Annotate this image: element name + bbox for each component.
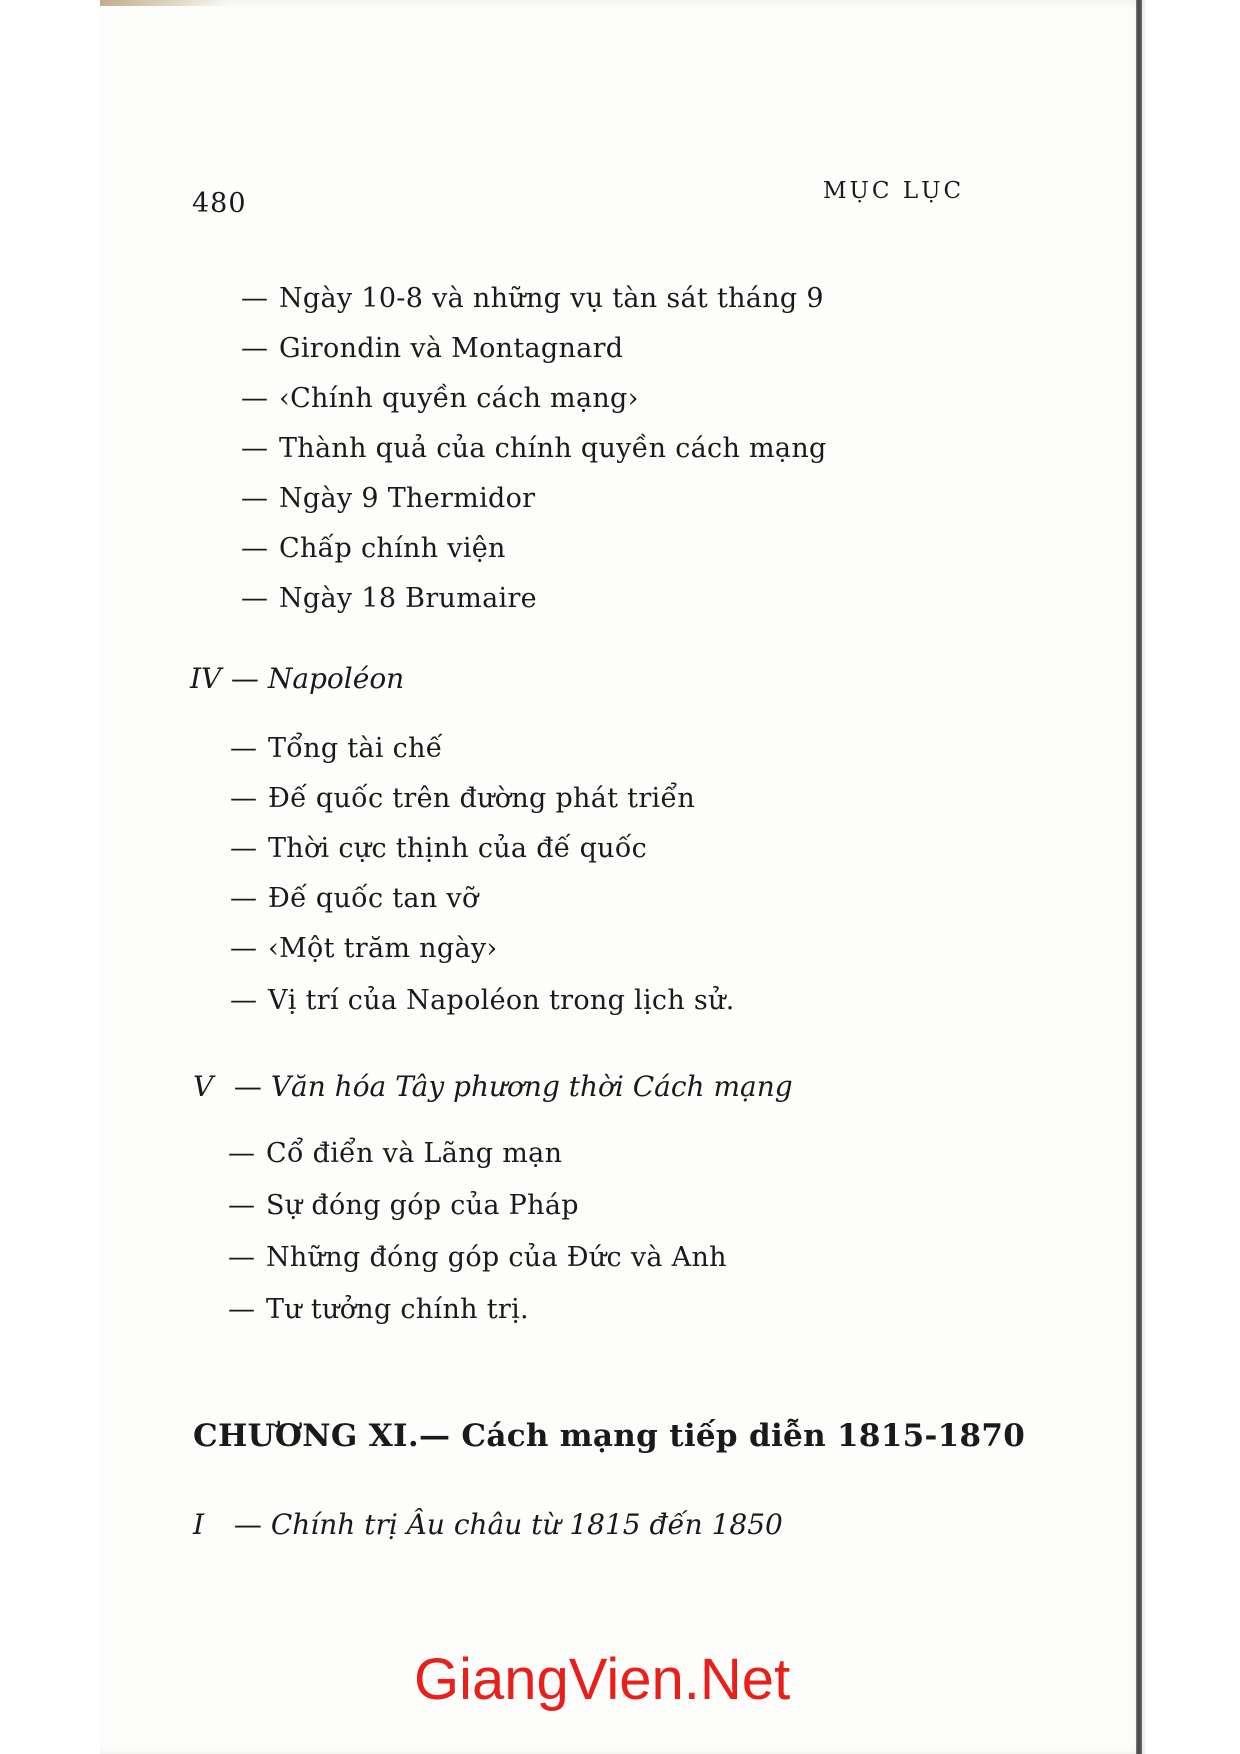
entry-dash: — <box>228 1190 256 1221</box>
section-title: Napoléon <box>267 662 405 695</box>
toc-entry-text: Sự đóng góp của Pháp <box>266 1190 579 1221</box>
toc-entry <box>241 533 506 564</box>
entry-dash: — <box>228 1294 256 1325</box>
entry-dash: — <box>228 1138 256 1169</box>
toc-entry-text: Tổng tài chế <box>268 733 443 764</box>
entry-dash: — <box>230 662 259 695</box>
entry-dash: — <box>241 533 269 564</box>
toc-entry-text: Girondin và Montagnard <box>279 333 624 364</box>
toc-entry <box>241 583 537 614</box>
chapter-title: Cách mạng tiếp diễn 1815-1870 <box>461 1418 1026 1454</box>
entry-dash: — <box>230 883 258 914</box>
entry-dash: — <box>228 1242 256 1273</box>
toc-entry <box>230 833 647 864</box>
entry-dash: — <box>230 733 258 764</box>
toc-entry-text: Ngày 10-8 và những vụ tàn sát tháng 9 <box>279 283 824 314</box>
toc-entry-text: Cổ điển và Lãng mạn <box>266 1138 563 1169</box>
section-heading <box>193 1508 783 1541</box>
page-number: 480 <box>192 188 247 219</box>
entry-dash: — <box>233 1508 262 1541</box>
toc-entry <box>230 883 479 914</box>
chapter-label: CHƯƠNG XI.— <box>193 1418 451 1454</box>
entry-dash: — <box>241 333 269 364</box>
page-binding-edge <box>1136 0 1142 1754</box>
running-header: MỤC LỤC <box>823 178 965 204</box>
toc-entry-text: Những đóng góp của Đức và Anh <box>266 1242 727 1273</box>
toc-entry <box>230 933 498 964</box>
toc-entry-text: Vị trí của Napoléon trong lịch sử. <box>268 985 735 1016</box>
entry-dash: — <box>230 833 258 864</box>
toc-entry-text: Chấp chính viện <box>279 533 506 564</box>
toc-entry-text: ‹Chính quyền cách mạng› <box>279 383 639 414</box>
toc-entry-text: Đế quốc trên đường phát triển <box>268 783 696 814</box>
toc-entry <box>241 433 827 464</box>
toc-entry-text: Ngày 18 Brumaire <box>279 583 537 614</box>
watermark: GiangVien.Net <box>414 1647 791 1712</box>
toc-entry <box>228 1294 529 1325</box>
toc-entry <box>230 783 695 814</box>
toc-entry <box>241 383 639 414</box>
entry-dash: — <box>241 483 269 514</box>
entry-dash: — <box>241 433 269 464</box>
section-numeral: I <box>193 1508 205 1541</box>
toc-entry <box>228 1242 727 1273</box>
entry-dash: — <box>230 985 258 1016</box>
toc-entry <box>228 1190 579 1221</box>
toc-entry-text: ‹Một trăm ngày› <box>268 933 498 964</box>
section-title: Chính trị Âu châu từ 1815 đến 1850 <box>270 1508 783 1541</box>
toc-entry <box>230 985 735 1016</box>
page-stain <box>100 0 230 6</box>
toc-entry-text: Thành quả của chính quyền cách mạng <box>279 433 827 464</box>
entry-dash: — <box>241 583 269 614</box>
section-heading <box>193 1070 793 1103</box>
book-page <box>100 0 1145 1754</box>
entry-dash: — <box>230 933 258 964</box>
entry-dash: — <box>233 1070 262 1103</box>
toc-entry <box>241 483 535 514</box>
toc-entry <box>230 733 443 764</box>
toc-entry-text: Tư tưởng chính trị. <box>266 1294 529 1325</box>
section-title: Văn hóa Tây phương thời Cách mạng <box>270 1070 793 1103</box>
toc-entry-text: Đế quốc tan vỡ <box>268 883 479 914</box>
toc-entry <box>241 333 623 364</box>
entry-dash: — <box>241 283 269 314</box>
entry-dash: — <box>241 383 269 414</box>
toc-entry-text: Ngày 9 Thermidor <box>279 483 536 514</box>
section-heading <box>190 662 404 695</box>
toc-entry <box>228 1138 562 1169</box>
chapter-heading <box>193 1418 1025 1454</box>
section-numeral: IV <box>190 662 222 695</box>
toc-entry <box>241 283 824 314</box>
entry-dash: — <box>230 783 258 814</box>
section-numeral: V <box>193 1070 214 1103</box>
toc-entry-text: Thời cực thịnh của đế quốc <box>268 833 648 864</box>
